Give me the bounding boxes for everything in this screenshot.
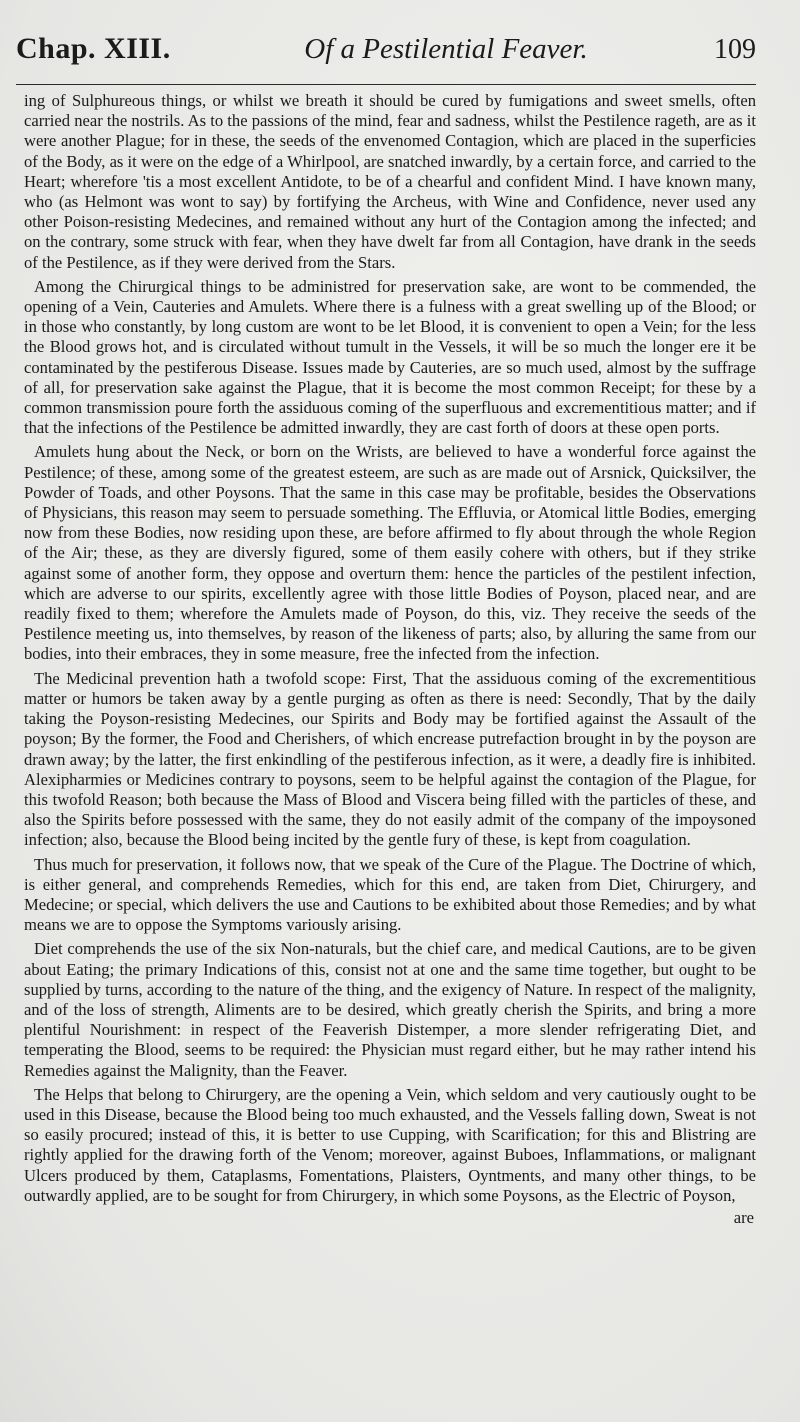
paragraph-chirurgery-helps: The Helps that belong to Chirurgery, are the opening a Vein, which seldom and very cautiously ought to be used in this Disease, because the Blood being too much exhausted, and the Vessels falling down, Sweat is not so easily procured; instead of this, it is better to use Cupping, with Scarification; for this and Blistring are rightly applied for the drawing forth of the Venom; moreover, against Buboes, Inflammations, or malignant Ulcers produced by them, Cataplasms, Fomentations, Plaisters, Oyntments, and many other things, to be outwardly applied, are to be sought for from Chirurgery, in which some Poysons, as the Electric of Poyson, [24, 1084, 756, 1205]
paragraph-amulets: Amulets hung about the Neck, or born on the Wrists, are believed to have a wonderful force against the Pestilence; of these, among some of the greatest esteem, are such as are made out of Arsnick, Quicksilver, the Powder of Toads, and other Poysons. That the same in this case may be profitable, besides the Observations of Physicians, this reason may seem to persuade something. The Effluvia, or Atomical little Bodies, emerging now from these Bodies, now residing upon these, are before affirmed to fly about through the whole Region of the Air; these, as they are diversly figured, some of them easily cohere with others, but if they strike against some of another form, they oppose and overturn them: hence the particles of the pestilent infection, which are adverse to our spirits, excellently agree with those little Bodies of Poyson, placed near, and are readily fixed to them; wherefore the Amulets made of Poyson, do this, viz. They receive the seeds of the Pestilence meeting us, into themselves, by reason of the likeness of parts; also, by alluring the same from our bodies, into their embraces, they in some measure, free the infected from the infection. [24, 442, 756, 664]
chapter-title: Of a Pestilential Feaver. [304, 33, 588, 65]
paragraph-medicinal-prevention: The Medicinal prevention hath a twofold scope: First, That the assiduous coming of the excrementitious matter or humors be taken away by a gentle purging as often as there is need: Secondly, That by the daily taking the Poyson-resisting Medecines, our Spirits and Body may be fortified against the Assault of the poyson; By the former, the Food and Cherishers, of which encrease putrefaction brought in by the poyson are drawn away; by the latter, the first enkindling of the pestiferous infection, as it were, a deadly fire is inhibited. Alexipharmies or Medicines contrary to poysons, seem to be helpful against the contagion of the Plague, for this twofold Reason; both because the Mass of Blood and Viscera being filled with the particles of these, and also the Spirits before possessed with the same, they do not easily admit of the company of the impoysoned infection; also, because the Blood being incited by the gentle fury of these, is kept from coagulation. [24, 668, 756, 850]
paragraph-diet: Diet comprehends the use of the six Non-naturals, but the chief care, and medical Cautions, are to be given about Eating; the primary Indications of this, consist not at one and the same time together, but ought to be supplied by turns, according to the nature of the thing, and the exigency of Nature. In respect of the malignity, and of the loss of strength, Aliments are to be desired, which greatly cherish the Spirits, and bring a more plentiful Nourishment: in respect of the Feaverish Distemper, a more slender refrigerating Diet, and temperating the Blood, seems to be required: the Physician must regard either, but he may rather intend his Remedies against the Malignity, than the Feaver. [24, 939, 756, 1080]
paragraph-continued: ing of Sulphureous things, or whilst we breath it should be cured by fumigations and sweet smells, often carried near the nostrils. As to the passions of the mind, fear and sadness, whilst the Pestilence rageth, are as it were another Plague; for in these, the seeds of the envenomed Contagion, which are placed in the superficies of the Body, as it were on the edge of a Whirlpool, are snatched inwardly, by a certain force, and carried to the Heart; wherefore 'tis a most excellent Antidote, to be of a chearful and confident Mind. I have known many, who (as Helmont was wont to say) by fortifying the Archeus, with Wine and Confidence, never used any other Poison-resisting Medecines, and remained without any hurt of the Contagion among the infected; and on the contrary, some struck with fear, when they have dwelt far from all Contagion, have drank in the seeds of the Pestilence, as if they were derived from the Stars. [24, 91, 756, 272]
running-header [16, 32, 756, 85]
chapter-label: Chap. XIII. [16, 32, 171, 65]
page-number: 109 [714, 34, 756, 65]
catchword: are [733, 1207, 754, 1227]
page-body [24, 91, 756, 1228]
paragraph-cure: Thus much for preservation, it follows now, that we speak of the Cure of the Plague. The Doctrine of which, is either general, and comprehends Remedies, which for this end, are taken from Diet, Chirurgery, and Medecine; or special, which delivers the use and Cautions to be exhibited about those Remedies; and by what means we are to oppose the Symptoms variously arising. [24, 854, 756, 935]
paragraph-chirurgical: Among the Chirurgical things to be administred for preservation sake, are wont to be commended, the opening of a Vein, Cauteries and Amulets. Where there is a fulness with a great swelling up of the Blood; or in those who constantly, by long custom are wont to be let Blood, it is convenient to open a Vein; for the less the Blood grows hot, and is circulated without tumult in the Vessels, it will be so much the longer ere it be contaminated by the pestiferous Disease. Issues made by Cauteries, are so much used, almost by the suffrage of all, for preservation sake against the Plague, that it is become the most common Receipt; for these by a common transmission poure forth the assiduous coming of the superfluous and excrementitious matter; and if that the infections of the Pestilence be admitted inwardly, they are cast forth of doors at these open ports. [24, 276, 756, 438]
